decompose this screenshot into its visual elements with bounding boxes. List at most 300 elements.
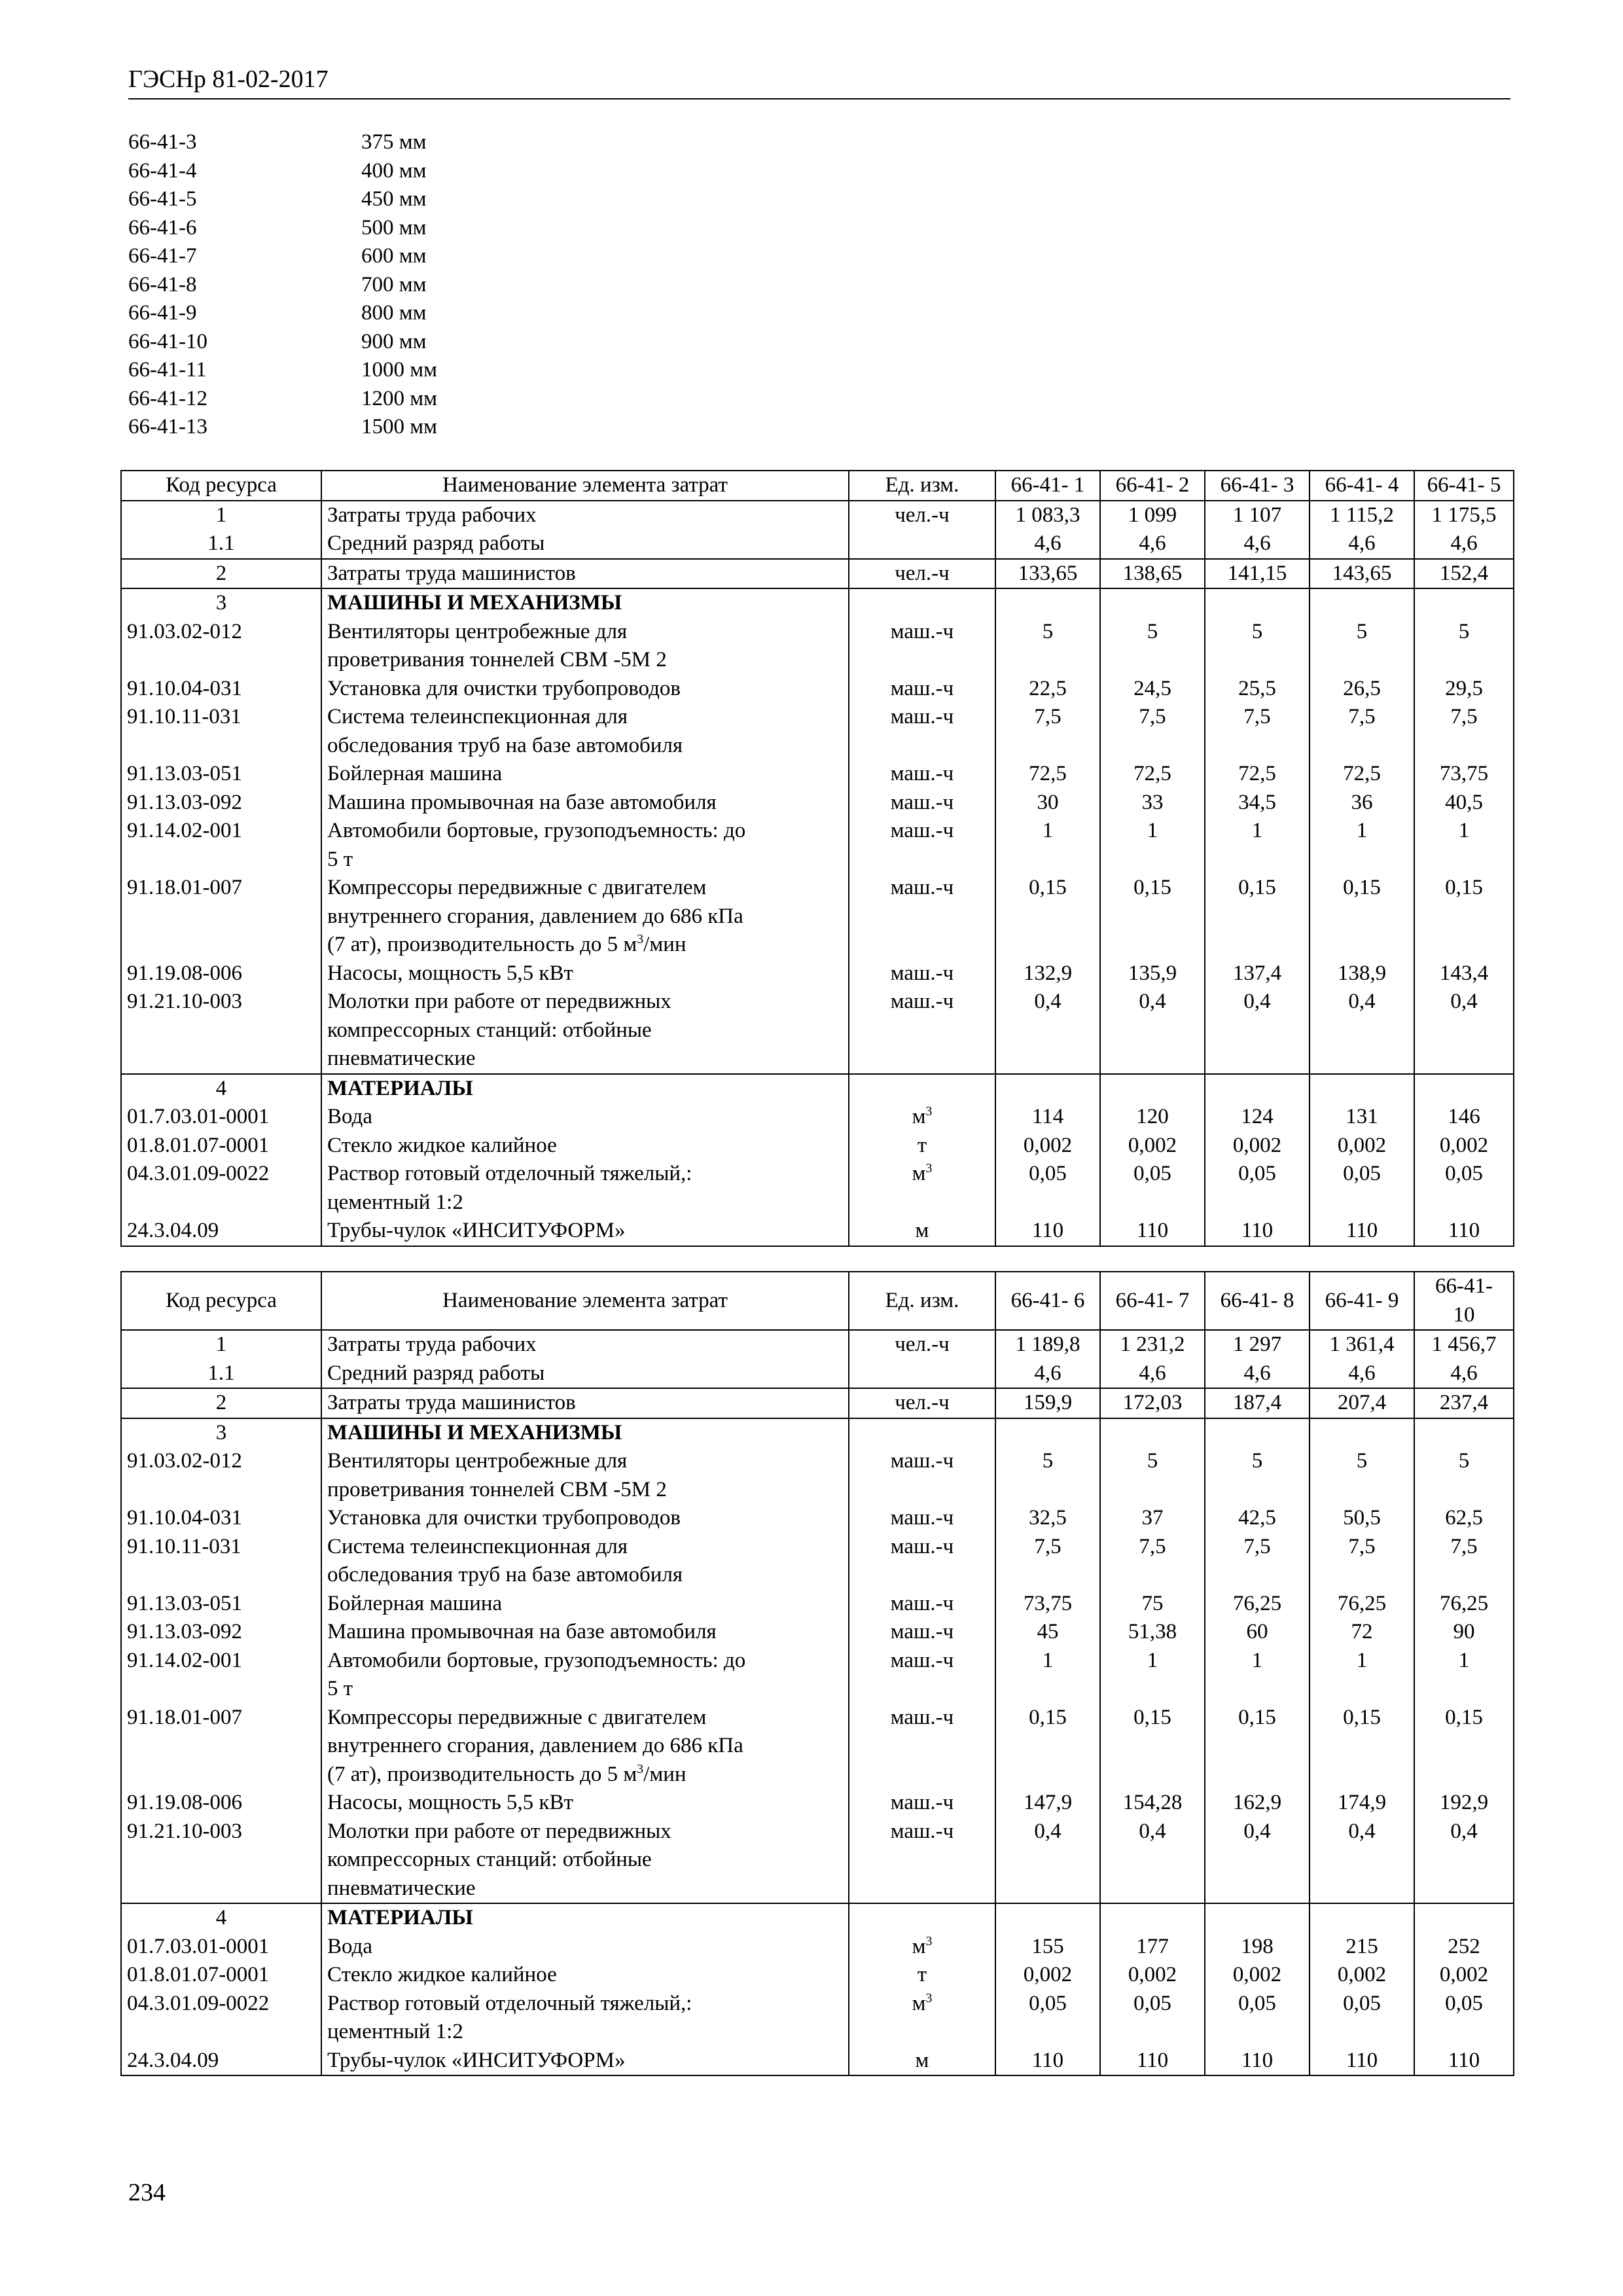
- list-item-size: 700 мм: [361, 272, 427, 296]
- row-value: 110: [1414, 2047, 1514, 2076]
- row-value: 72: [1310, 1618, 1414, 1647]
- row-name-line: Трубы-чулок «ИНСИТУФОРМ»: [327, 2048, 626, 2072]
- row-name-line: Вентиляторы центробежные для: [327, 619, 628, 643]
- table-row: [121, 529, 1514, 559]
- row-name-line: Трубы-чулок «ИНСИТУФОРМ»: [327, 1219, 626, 1242]
- row-name-line: МАШИНЫ И МЕХАНИЗМЫ: [327, 1420, 622, 1444]
- row-value: 110: [1310, 1217, 1414, 1246]
- row-name-line: Средний разряд работы: [327, 531, 545, 555]
- header-unit: Ед. изм.: [849, 471, 995, 501]
- list-item-size: 375 мм: [361, 130, 427, 154]
- row-code: 1: [121, 501, 321, 530]
- row-value: 110: [1100, 1217, 1205, 1246]
- row-unit: т: [849, 1132, 995, 1160]
- row-value: 24,5: [1100, 675, 1205, 704]
- list-item-size: 450 мм: [361, 187, 427, 211]
- row-code: 91.14.02-001: [121, 817, 321, 874]
- row-value: [1205, 1418, 1310, 1448]
- row-value: 237,4: [1414, 1388, 1514, 1418]
- list-item-code: 66-41-13: [128, 415, 207, 439]
- list-item-code: 66-41-4: [128, 158, 197, 183]
- row-value: 25,5: [1205, 675, 1310, 704]
- row-value: [1414, 1074, 1514, 1103]
- row-value: 132,9: [995, 960, 1100, 988]
- row-name: [321, 703, 849, 760]
- row-value: 7,5: [1310, 703, 1414, 760]
- row-name: [321, 1074, 849, 1103]
- row-value: 4,6: [1205, 529, 1310, 559]
- row-value: 22,5: [995, 675, 1100, 704]
- row-name: [321, 1704, 849, 1789]
- row-name: [321, 1132, 849, 1160]
- row-value: 110: [1100, 2047, 1205, 2076]
- row-name-line: МАТЕРИАЛЫ: [327, 1906, 473, 1929]
- row-name-line: Машина промывочная на базе автомобиля: [327, 1620, 717, 1643]
- row-code: 01.7.03.01-0001: [121, 1103, 321, 1132]
- row-name-line: Стекло жидкое калийное: [327, 1963, 557, 1986]
- row-code: 91.10.04-031: [121, 675, 321, 704]
- row-value: 75: [1100, 1590, 1205, 1619]
- row-name-line: МАШИНЫ И МЕХАНИЗМЫ: [327, 591, 622, 615]
- row-unit: маш.-ч: [849, 789, 995, 817]
- row-value: 207,4: [1310, 1388, 1414, 1418]
- row-value: 114: [995, 1103, 1100, 1132]
- table-row: [121, 1933, 1514, 1962]
- row-unit: [849, 529, 995, 559]
- row-value: 0,002: [1205, 1961, 1310, 1990]
- row-code: 24.3.04.09: [121, 2047, 321, 2076]
- row-name-line: 5 т: [327, 1677, 353, 1700]
- header-norm-code: 66-41- 3: [1205, 471, 1310, 501]
- table-row: [121, 1330, 1514, 1359]
- row-name-line: проветривания тоннелей СВМ -5М 2: [327, 1477, 667, 1501]
- row-value: 60: [1205, 1618, 1310, 1647]
- row-name-line: (7 ат), производительность до 5 $м^3$/мин: [327, 1761, 687, 1786]
- row-value: 73,75: [1414, 760, 1514, 789]
- row-name: [321, 1217, 849, 1246]
- row-code: 3: [121, 1418, 321, 1448]
- row-code: 91.18.01-007: [121, 874, 321, 960]
- row-name-line: Насосы, мощность 5,5 кВт: [327, 1791, 573, 1814]
- row-unit: [849, 1359, 995, 1389]
- table-row: [121, 1447, 1514, 1504]
- row-name: [321, 618, 849, 675]
- row-value: 7,5: [1310, 1533, 1414, 1590]
- row-unit: маш.-ч: [849, 1533, 995, 1590]
- row-value: [1205, 1074, 1310, 1103]
- table-row: [121, 1217, 1514, 1246]
- row-value: 1: [1414, 817, 1514, 874]
- row-code: 1: [121, 1330, 321, 1359]
- list-item: [128, 356, 437, 385]
- row-unit: м: [849, 2047, 995, 2076]
- row-value: 0,002: [1414, 1132, 1514, 1160]
- list-item-size: 1500 мм: [361, 415, 438, 439]
- resource-table-1: [120, 470, 1514, 1247]
- row-name-line: Затраты труда рабочих: [327, 1333, 537, 1356]
- row-value: 138,65: [1100, 559, 1205, 589]
- row-value: 1: [1205, 817, 1310, 874]
- row-value: 1 231,2: [1100, 1330, 1205, 1359]
- row-code: 91.14.02-001: [121, 1647, 321, 1704]
- header-norm-code: 66-41- 8: [1205, 1272, 1310, 1330]
- row-value: 72,5: [1100, 760, 1205, 789]
- row-value: 172,03: [1100, 1388, 1205, 1418]
- table-row: [121, 760, 1514, 789]
- row-name-line: (7 ат), производительность до 5 $м^3$/мин: [327, 932, 687, 956]
- row-value: 76,25: [1205, 1590, 1310, 1619]
- section-row: [121, 1418, 1514, 1448]
- row-code: 91.21.10-003: [121, 1818, 321, 1904]
- row-value: 0,002: [1100, 1961, 1205, 1990]
- row-unit: маш.-ч: [849, 760, 995, 789]
- row-value: 5: [1414, 618, 1514, 675]
- row-value: 5: [1310, 618, 1414, 675]
- row-name: [321, 588, 849, 618]
- row-value: 7,5: [1100, 703, 1205, 760]
- list-item-code: 66-41-5: [128, 187, 197, 211]
- row-unit: чел.-ч: [849, 1330, 995, 1359]
- row-value: 7,5: [1414, 1533, 1514, 1590]
- row-value: 143,4: [1414, 960, 1514, 988]
- table-row: [121, 1961, 1514, 1990]
- list-item: [128, 299, 437, 328]
- row-code: 01.7.03.01-0001: [121, 1933, 321, 1962]
- row-name-line: компрессорных станций: отбойные: [327, 1848, 652, 1871]
- row-name-line: цементный 1:2: [327, 2020, 463, 2043]
- row-unit: маш.-ч: [849, 1704, 995, 1789]
- row-value: 192,9: [1414, 1789, 1514, 1818]
- row-value: 1 361,4: [1310, 1330, 1414, 1359]
- row-value: 0,4: [1414, 988, 1514, 1074]
- row-value: 32,5: [995, 1504, 1100, 1533]
- header-norm-code: 66-41- 6: [995, 1272, 1100, 1330]
- section-row: [121, 588, 1514, 618]
- row-value: 0,4: [1205, 1818, 1310, 1904]
- row-value: [1414, 1418, 1514, 1448]
- row-value: 4,6: [1414, 1359, 1514, 1389]
- table-row: [121, 618, 1514, 675]
- header-norm-code: 66-41- 5: [1414, 471, 1514, 501]
- row-value: 152,4: [1414, 559, 1514, 589]
- table-row: [121, 2047, 1514, 2076]
- row-unit: маш.-ч: [849, 960, 995, 988]
- row-value: 76,25: [1310, 1590, 1414, 1619]
- row-unit: маш.-ч: [849, 817, 995, 874]
- row-name: [321, 789, 849, 817]
- list-item-code: 66-41-8: [128, 272, 197, 296]
- row-value: 110: [1205, 1217, 1310, 1246]
- row-value: 7,5: [1414, 703, 1514, 760]
- row-value: [995, 1418, 1100, 1448]
- row-value: [1414, 1903, 1514, 1933]
- row-name-line: Вентиляторы центробежные для: [327, 1449, 628, 1473]
- row-code: 01.8.01.07-0001: [121, 1132, 321, 1160]
- row-code: 91.19.08-006: [121, 960, 321, 988]
- row-name: [321, 1330, 849, 1359]
- row-value: 0,05: [1414, 1160, 1514, 1217]
- row-value: 26,5: [1310, 675, 1414, 704]
- header-norm-code: 66-41- 10: [1414, 1272, 1514, 1330]
- row-name: [321, 817, 849, 874]
- row-value: 5: [1100, 618, 1205, 675]
- row-code: 91.21.10-003: [121, 988, 321, 1074]
- row-name-line: Автомобили бортовые, грузоподъемность: до: [327, 819, 746, 842]
- row-name: [321, 1359, 849, 1389]
- row-code: 4: [121, 1903, 321, 1933]
- row-name-line: Бойлерная машина: [327, 1591, 503, 1615]
- row-code: 2: [121, 559, 321, 589]
- row-name: [321, 1961, 849, 1990]
- row-value: [1310, 1074, 1414, 1103]
- row-value: 1 099: [1100, 501, 1205, 530]
- row-value: 0,4: [1310, 1818, 1414, 1904]
- row-value: 137,4: [1205, 960, 1310, 988]
- row-name-line: Вода: [327, 1934, 372, 1958]
- row-code: 04.3.01.09-0022: [121, 1160, 321, 1217]
- row-value: 72,5: [1205, 760, 1310, 789]
- list-item-size: 600 мм: [361, 244, 427, 268]
- row-code: 91.18.01-007: [121, 1704, 321, 1789]
- row-name: [321, 559, 849, 589]
- row-value: 0,15: [1100, 1704, 1205, 1789]
- row-unit: маш.-ч: [849, 703, 995, 760]
- list-item-code: 66-41-3: [128, 130, 197, 154]
- row-value: 110: [995, 2047, 1100, 2076]
- row-value: [1205, 1903, 1310, 1933]
- row-value: [1310, 588, 1414, 618]
- row-value: 1: [1310, 1647, 1414, 1704]
- row-value: 7,5: [995, 1533, 1100, 1590]
- row-value: 138,9: [1310, 960, 1414, 988]
- row-name-line: Затраты труда машинистов: [327, 1391, 576, 1414]
- row-unit: $м^3$: [849, 1103, 995, 1132]
- row-name: [321, 1533, 849, 1590]
- row-value: 1 115,2: [1310, 501, 1414, 530]
- row-unit: $м^3$: [849, 1160, 995, 1217]
- table-row: [121, 501, 1514, 530]
- row-value: 72,5: [995, 760, 1100, 789]
- row-value: 37: [1100, 1504, 1205, 1533]
- row-value: 0,15: [1414, 874, 1514, 960]
- list-item: [128, 413, 437, 442]
- list-item-size: 1200 мм: [361, 386, 438, 410]
- row-name: [321, 960, 849, 988]
- table-row: [121, 1704, 1514, 1789]
- row-value: 4,6: [1205, 1359, 1310, 1389]
- page-number: 234: [128, 2179, 166, 2206]
- row-value: 62,5: [1414, 1504, 1514, 1533]
- list-item: [128, 242, 437, 271]
- row-value: 5: [1100, 1447, 1205, 1504]
- row-value: [1100, 1903, 1205, 1933]
- header-unit: Ед. изм.: [849, 1272, 995, 1330]
- row-value: 1: [1310, 817, 1414, 874]
- row-value: 0,05: [1310, 1160, 1414, 1217]
- row-value: 36: [1310, 789, 1414, 817]
- row-value: 0,15: [1100, 874, 1205, 960]
- row-value: 154,28: [1100, 1789, 1205, 1818]
- row-value: 1: [995, 1647, 1100, 1704]
- header-code: Код ресурса: [121, 471, 321, 501]
- row-name: [321, 1647, 849, 1704]
- table-row: [121, 1103, 1514, 1132]
- row-unit: [849, 588, 995, 618]
- row-name: [321, 1504, 849, 1533]
- table-row: [121, 1160, 1514, 1217]
- row-value: 0,05: [1414, 1990, 1514, 2047]
- row-value: 7,5: [1100, 1533, 1205, 1590]
- row-value: 135,9: [1100, 960, 1205, 988]
- row-value: 0,05: [995, 1990, 1100, 2047]
- header-norm-code: 66-41- 9: [1310, 1272, 1414, 1330]
- row-value: 0,002: [1100, 1132, 1205, 1160]
- code-size-list: [128, 128, 437, 442]
- row-value: 198: [1205, 1933, 1310, 1962]
- table-row: [121, 874, 1514, 960]
- row-value: 90: [1414, 1618, 1514, 1647]
- list-item-size: 1000 мм: [361, 358, 438, 382]
- list-item: [128, 271, 437, 300]
- row-name-line: внутреннего сгорания, давлением до 686 кПа: [327, 904, 743, 928]
- list-item: [128, 157, 437, 186]
- row-value: 34,5: [1205, 789, 1310, 817]
- row-name: [321, 529, 849, 559]
- row-value: 1 175,5: [1414, 501, 1514, 530]
- row-unit: маш.-ч: [849, 675, 995, 704]
- header-norm-code: 66-41- 7: [1100, 1272, 1205, 1330]
- row-unit: чел.-ч: [849, 1388, 995, 1418]
- row-value: 0,15: [995, 874, 1100, 960]
- row-value: [1100, 588, 1205, 618]
- table-row: [121, 789, 1514, 817]
- row-value: 1 107: [1205, 501, 1310, 530]
- row-unit: чел.-ч: [849, 501, 995, 530]
- row-code: 24.3.04.09: [121, 1217, 321, 1246]
- row-value: 0,4: [1205, 988, 1310, 1074]
- table-row: [121, 1818, 1514, 1904]
- row-value: 187,4: [1205, 1388, 1310, 1418]
- row-value: 5: [1310, 1447, 1414, 1504]
- row-unit: маш.-ч: [849, 1818, 995, 1904]
- row-name-line: Молотки при работе от передвижных: [327, 990, 671, 1013]
- row-name-line: пневматические: [327, 1876, 476, 1900]
- row-code: 2: [121, 1388, 321, 1418]
- row-value: 0,4: [1100, 988, 1205, 1074]
- row-code: 04.3.01.09-0022: [121, 1990, 321, 2047]
- row-code: 1.1: [121, 1359, 321, 1389]
- row-value: 7,5: [995, 703, 1100, 760]
- row-unit: маш.-ч: [849, 1447, 995, 1504]
- row-name-line: Вода: [327, 1105, 372, 1128]
- row-name-line: 5 т: [327, 847, 353, 871]
- header-name: Наименование элемента затрат: [321, 1272, 849, 1330]
- row-unit: чел.-ч: [849, 559, 995, 589]
- row-name-line: Установка для очистки трубопроводов: [327, 676, 681, 700]
- row-name-line: компрессорных станций: отбойные: [327, 1018, 652, 1042]
- row-value: 1 297: [1205, 1330, 1310, 1359]
- row-name: [321, 1818, 849, 1904]
- row-value: 1: [1100, 1647, 1205, 1704]
- row-name: [321, 1160, 849, 1217]
- row-value: 110: [1205, 2047, 1310, 2076]
- row-value: 0,05: [1100, 1990, 1205, 2047]
- row-value: 0,15: [1310, 874, 1414, 960]
- row-value: 0,15: [1205, 874, 1310, 960]
- row-value: [995, 1903, 1100, 1933]
- row-code: 1.1: [121, 529, 321, 559]
- row-value: 0,15: [1414, 1704, 1514, 1789]
- table-row: [121, 1990, 1514, 2047]
- row-value: 0,4: [995, 1818, 1100, 1904]
- row-value: 1: [995, 817, 1100, 874]
- row-value: 4,6: [995, 1359, 1100, 1389]
- row-value: 76,25: [1414, 1590, 1514, 1619]
- row-unit: маш.-ч: [849, 1647, 995, 1704]
- row-value: 110: [995, 1217, 1100, 1246]
- row-value: 159,9: [995, 1388, 1100, 1418]
- row-name: [321, 874, 849, 960]
- row-name-line: Компрессоры передвижные с двигателем: [327, 876, 707, 899]
- row-value: 5: [1205, 1447, 1310, 1504]
- row-name: [321, 1590, 849, 1619]
- row-value: 146: [1414, 1103, 1514, 1132]
- row-value: 0,002: [1310, 1132, 1414, 1160]
- row-value: 4,6: [1100, 529, 1205, 559]
- row-name-line: Раствор готовый отделочный тяжелый,:: [327, 1991, 692, 2015]
- row-value: 147,9: [995, 1789, 1100, 1818]
- row-name-line: Установка для очистки трубопроводов: [327, 1506, 681, 1530]
- row-value: 110: [1414, 1217, 1514, 1246]
- row-name: [321, 501, 849, 530]
- row-value: 120: [1100, 1103, 1205, 1132]
- row-value: 0,002: [995, 1961, 1100, 1990]
- row-value: 40,5: [1414, 789, 1514, 817]
- table-row: [121, 817, 1514, 874]
- table-row: [121, 1647, 1514, 1704]
- section-row: [121, 1903, 1514, 1933]
- row-value: 50,5: [1310, 1504, 1414, 1533]
- row-name-line: Система телеинспекционная для: [327, 1534, 628, 1558]
- row-value: 0,05: [1205, 1160, 1310, 1217]
- row-value: [1310, 1903, 1414, 1933]
- row-value: 133,65: [995, 559, 1100, 589]
- list-item-code: 66-41-7: [128, 244, 197, 268]
- row-unit: маш.-ч: [849, 874, 995, 960]
- row-name-line: Затраты труда рабочих: [327, 503, 537, 527]
- row-name-line: Средний разряд работы: [327, 1361, 545, 1385]
- header-code: Код ресурса: [121, 1272, 321, 1330]
- row-value: 0,4: [995, 988, 1100, 1074]
- row-value: [1205, 588, 1310, 618]
- row-name-line: Машина промывочная на базе автомобиля: [327, 790, 717, 814]
- row-value: 0,4: [1310, 988, 1414, 1074]
- list-item-size: 900 мм: [361, 329, 427, 353]
- row-code: 3: [121, 588, 321, 618]
- table-header-row: [121, 1272, 1514, 1330]
- row-name-line: МАТЕРИАЛЫ: [327, 1076, 473, 1100]
- row-value: [995, 1074, 1100, 1103]
- list-item-code: 66-41-10: [128, 329, 207, 353]
- row-value: 1 189,8: [995, 1330, 1100, 1359]
- row-value: 4,6: [1310, 1359, 1414, 1389]
- row-value: 110: [1310, 2047, 1414, 2076]
- row-value: 0,002: [1310, 1961, 1414, 1990]
- row-unit: маш.-ч: [849, 1789, 995, 1818]
- list-item: [128, 128, 437, 157]
- row-value: 0,4: [1100, 1818, 1205, 1904]
- row-unit: маш.-ч: [849, 1590, 995, 1619]
